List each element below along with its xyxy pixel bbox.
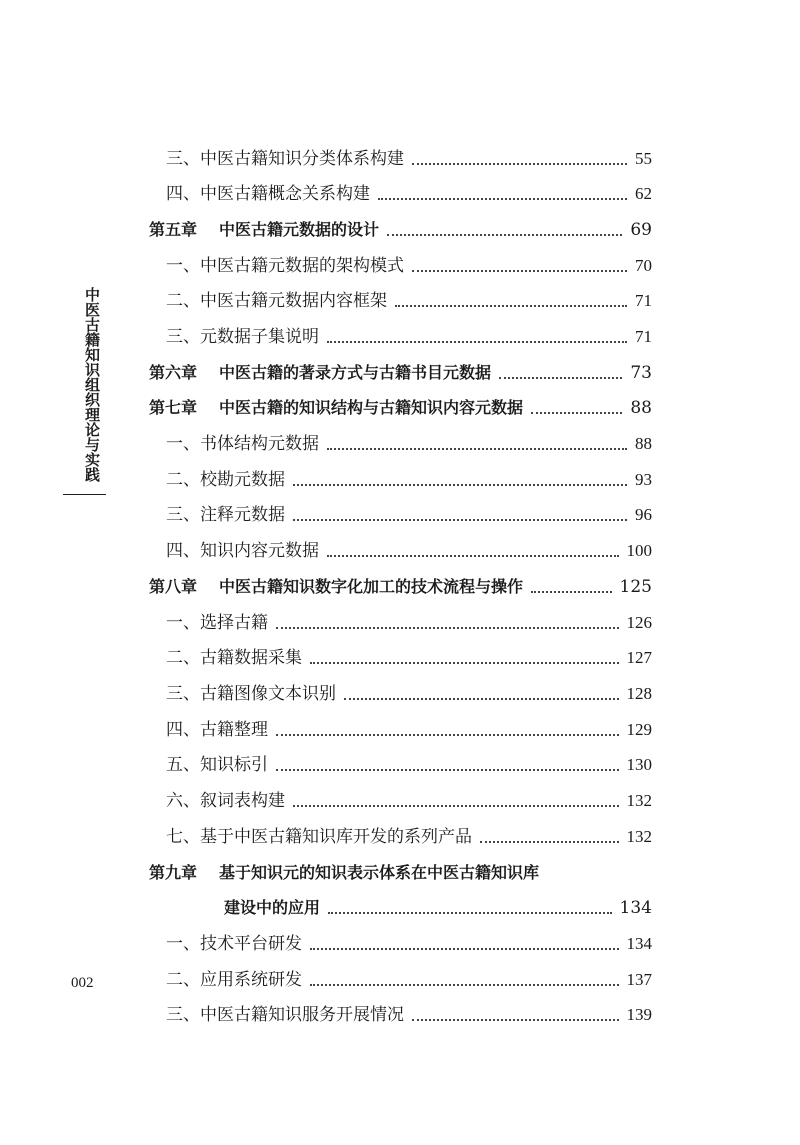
toc-entry [166, 503, 652, 527]
toc-entry-page: 88 [635, 434, 652, 453]
toc-entry-page: 55 [635, 149, 652, 168]
toc-entry-page: 128 [626, 684, 652, 703]
toc-entry [166, 646, 652, 670]
chapter-number: 第六章 [149, 363, 198, 382]
toc-entry-title: 四、中医古籍概念关系构建 [166, 184, 370, 204]
toc-entry-page: 71 [635, 327, 652, 346]
toc-entry-page: 132 [626, 791, 652, 810]
toc-chapter-title: 基于知识元的知识表示体系在中医古籍知识库 [219, 863, 540, 882]
toc-entry-title: 一、中医古籍元数据的架构模式 [166, 256, 404, 276]
dot-leader [327, 448, 627, 450]
dot-leader [412, 1019, 619, 1021]
toc-entry-page: 93 [635, 470, 652, 489]
toc-chapter-title-cont: 建设中的应用 [224, 898, 321, 917]
toc-entry-page: 100 [626, 541, 652, 560]
toc-entry [166, 718, 652, 742]
toc-chapter [149, 396, 652, 420]
toc-entry-page: 126 [626, 613, 652, 632]
toc-entry [166, 432, 652, 456]
toc-chapter [149, 861, 539, 885]
dot-leader [531, 591, 612, 593]
toc-entry-title: 二、应用系统研发 [166, 970, 302, 990]
toc-chapter-title: 中医古籍元数据的设计 [219, 220, 380, 239]
dot-leader [310, 662, 619, 664]
toc-entry-page: 134 [619, 898, 652, 918]
chapter-number: 第九章 [149, 863, 198, 882]
dot-leader [378, 198, 627, 200]
toc-chapter-title: 中医古籍知识数字化加工的技术流程与操作 [219, 577, 524, 596]
toc-entry-page: 130 [626, 755, 652, 774]
toc-chapter-title: 中医古籍的知识结构与古籍知识内容元数据 [219, 398, 524, 417]
toc-entry [166, 825, 652, 849]
dot-leader [328, 912, 612, 914]
toc-chapter [149, 575, 652, 599]
toc-entry-title: 二、古籍数据采集 [166, 648, 302, 668]
toc-entry-title: 一、书体结构元数据 [166, 434, 319, 454]
toc-entry-title: 五、知识标引 [166, 755, 268, 775]
toc-entry-page: 88 [630, 398, 652, 418]
dot-leader [276, 769, 619, 771]
chapter-number: 第七章 [149, 398, 198, 417]
toc-entry [166, 682, 652, 706]
toc-entry-page: 127 [626, 648, 652, 667]
dot-leader [293, 484, 627, 486]
page-number: 002 [71, 975, 94, 991]
chapter-number: 第八章 [149, 577, 198, 596]
toc-entry-title: 四、古籍整理 [166, 720, 268, 740]
toc-entry-page: 96 [635, 505, 652, 524]
dot-leader [344, 698, 619, 700]
toc-entry-title: 四、知识内容元数据 [166, 541, 319, 561]
toc-entry-title: 七、基于中医古籍知识库开发的系列产品 [166, 827, 472, 847]
dot-leader [531, 412, 622, 414]
dot-leader [412, 163, 627, 165]
dot-leader [480, 841, 619, 843]
toc-entry [166, 182, 652, 206]
toc-entry-page: 134 [626, 934, 652, 953]
dot-leader [276, 734, 619, 736]
toc-entry [166, 539, 652, 563]
toc-entry-page: 125 [619, 577, 652, 597]
dot-leader [310, 948, 619, 950]
toc-entry-page: 73 [630, 363, 652, 383]
dot-leader [327, 341, 627, 343]
toc-entry-page: 62 [635, 184, 652, 203]
toc-entry [166, 147, 652, 171]
dot-leader [276, 627, 619, 629]
dot-leader [293, 805, 619, 807]
toc-entry-title: 六、叙词表构建 [166, 791, 285, 811]
dot-leader [395, 305, 627, 307]
toc-entry-page: 139 [626, 1005, 652, 1024]
toc-entry-title: 三、中医古籍知识分类体系构建 [166, 149, 404, 169]
toc-entry [166, 611, 652, 635]
chapter-number: 第五章 [149, 220, 198, 239]
toc-chapter-continued [224, 896, 652, 920]
dot-leader [387, 234, 622, 236]
toc-entry-title: 三、中医古籍知识服务开展情况 [166, 1005, 404, 1025]
toc-entry-page: 129 [626, 720, 652, 739]
toc-entry [166, 932, 652, 956]
toc-entry-title: 二、中医古籍元数据内容框架 [166, 291, 387, 311]
toc-entry-page: 70 [635, 256, 652, 275]
toc-entry [166, 753, 652, 777]
toc-entry-title: 三、注释元数据 [166, 505, 285, 525]
toc-entry [166, 254, 652, 278]
toc-entry-title: 三、古籍图像文本识别 [166, 684, 336, 704]
toc-entry-title: 一、选择古籍 [166, 613, 268, 633]
toc-chapter-title: 中医古籍的著录方式与古籍书目元数据 [219, 363, 492, 382]
dot-leader [412, 270, 627, 272]
toc-entry-title: 一、技术平台研发 [166, 934, 302, 954]
toc-entry-title: 三、元数据子集说明 [166, 327, 319, 347]
toc-entry-page: 69 [630, 220, 652, 240]
toc-entry [166, 468, 652, 492]
book-title-vertical: 中医古籍知识组织理论与实践 [83, 287, 101, 482]
dot-leader [327, 555, 619, 557]
toc-entry-page: 137 [626, 970, 652, 989]
toc-entry-page: 71 [635, 291, 652, 310]
dot-leader [499, 377, 622, 379]
toc-entry [166, 1003, 652, 1027]
dot-leader [310, 984, 619, 986]
toc-entry [166, 789, 652, 813]
toc-entry-title: 二、校勘元数据 [166, 470, 285, 490]
dot-leader [293, 519, 627, 521]
toc-chapter [149, 361, 652, 385]
toc-entry [166, 968, 652, 992]
toc-entry-page: 132 [626, 827, 652, 846]
toc-entry [166, 289, 652, 313]
toc-chapter [149, 218, 652, 242]
toc-entry [166, 325, 652, 349]
